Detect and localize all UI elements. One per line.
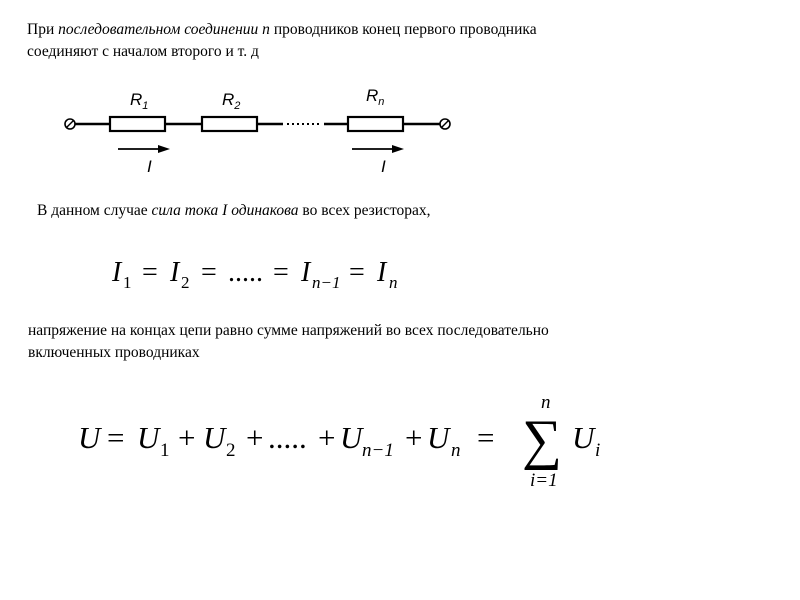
svg-text:+: +: [246, 420, 264, 455]
svg-text:=: =: [273, 257, 289, 288]
svg-text:U: U: [203, 420, 226, 455]
svg-text:n: n: [541, 392, 551, 413]
label-r1: $R_1$: [130, 90, 149, 112]
resistor-rn: [348, 117, 403, 131]
svg-text:=: =: [201, 257, 217, 288]
voltage-statement: [28, 320, 549, 364]
voltage-sum-formula: [78, 392, 600, 491]
svg-text:n−1: n−1: [362, 440, 394, 461]
svg-text:I: I: [301, 257, 311, 288]
svg-text:n: n: [389, 273, 398, 292]
svg-text:I: I: [112, 257, 122, 288]
label-current-right: I: [381, 157, 386, 176]
svg-text:I: I: [377, 257, 387, 288]
svg-text:.....: .....: [228, 257, 263, 288]
svg-text:=: =: [142, 257, 158, 288]
svg-text:n−1: n−1: [312, 273, 341, 292]
svg-text:U: U: [340, 420, 363, 455]
svg-text:2: 2: [226, 440, 236, 461]
svg-text:i: i: [595, 440, 601, 461]
label-current-left: I: [147, 157, 152, 176]
voltage-line-1: напряжение на концах цепи равно сумме напряжений во всех последовательно: [28, 322, 549, 339]
svg-text:U: U: [137, 420, 160, 455]
resistor-r1: [110, 117, 165, 131]
svg-text:=: =: [477, 420, 495, 455]
resistor-r2: [202, 117, 257, 131]
svg-text:1: 1: [160, 440, 170, 461]
label-rn: $R_n$: [366, 86, 385, 108]
svg-text:=: =: [107, 420, 125, 455]
intro-line-2: соединяют с началом второго и т. д: [27, 43, 259, 60]
intro-prefix: При: [27, 21, 59, 38]
svg-text:U: U: [427, 420, 450, 455]
current-statement: В данном случае сила тока I одинакова во всех резисторах,: [37, 202, 431, 219]
current-equality-formula: [111, 257, 398, 292]
sum-sign: ∑: [522, 409, 562, 471]
svg-text:+: +: [178, 420, 196, 455]
svg-text:i=1: i=1: [530, 470, 558, 491]
svg-text:+: +: [318, 420, 336, 455]
svg-text:I: I: [170, 257, 180, 288]
svg-text:=: =: [349, 257, 365, 288]
svg-text:n: n: [451, 440, 461, 461]
svg-text:U: U: [78, 420, 101, 455]
current-emphasis: сила тока I одинакова: [151, 202, 299, 219]
intro-emphasis: последовательном соединении n: [58, 21, 270, 38]
svg-text:+: +: [405, 420, 423, 455]
label-r2: $R_2$: [222, 90, 241, 112]
svg-text:U: U: [572, 420, 595, 455]
svg-text:.....: .....: [268, 420, 307, 455]
svg-text:2: 2: [181, 273, 190, 292]
intro-rest: проводников конец первого проводника: [269, 21, 537, 38]
voltage-line-2: включенных проводниках: [28, 344, 200, 361]
svg-text:1: 1: [123, 273, 132, 292]
